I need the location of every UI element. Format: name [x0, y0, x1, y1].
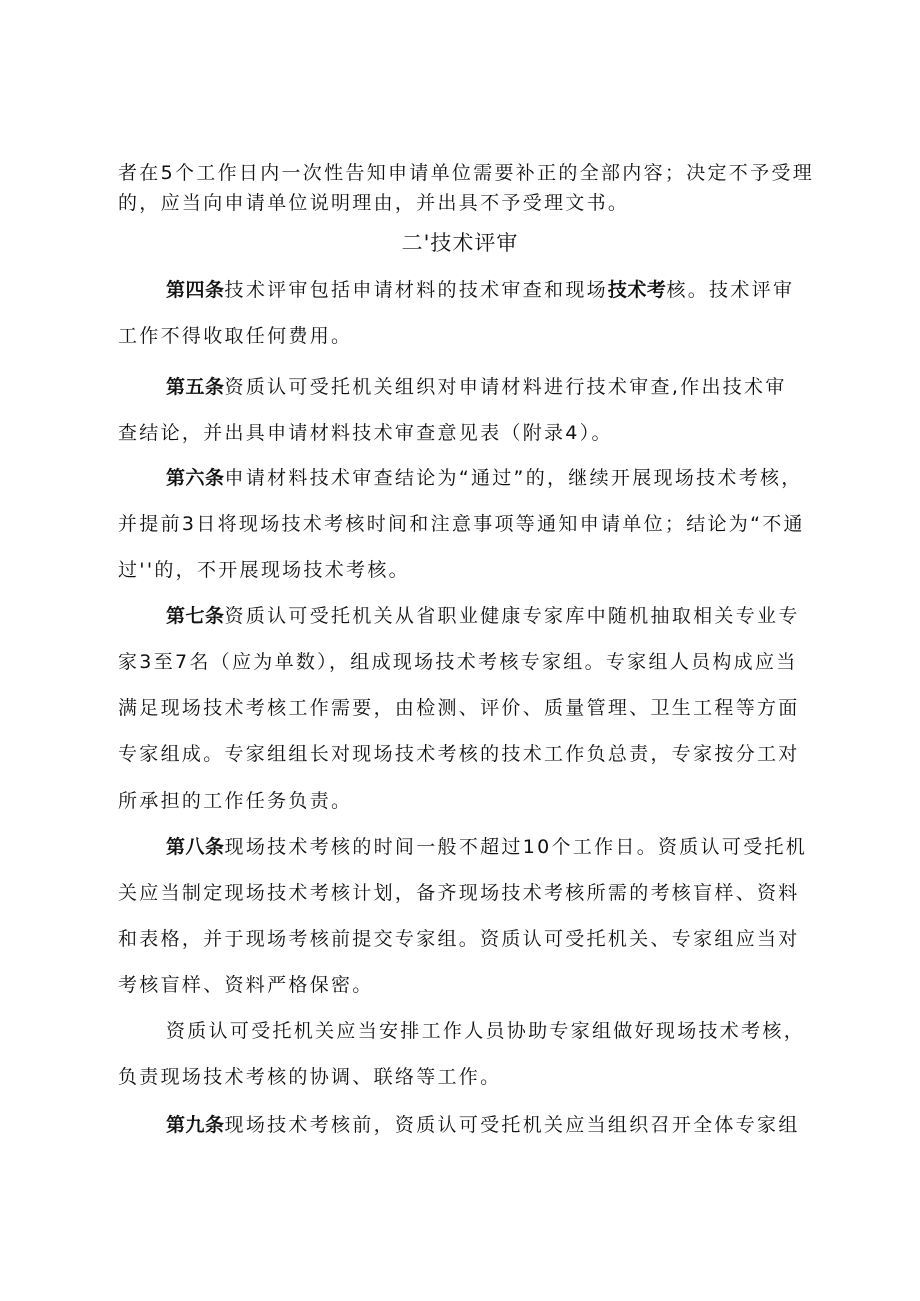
article-9-label: 第九条	[166, 1114, 225, 1136]
article-7-line-4: 专家组成。专家组组长对现场技术考核的技术工作负总责，专家按分工对	[118, 743, 800, 765]
intro-line-1: 者在5个工作日内一次性告知申请单位需要补正的全部内容；决定不予受理	[118, 162, 814, 184]
staff-paragraph-line-2: 负责现场技术考核的协调、联络等工作。	[118, 1066, 502, 1088]
article-6-line-1	[166, 464, 818, 492]
article-4-text: 技术评审包括申请材料的技术审查和现场	[224, 279, 608, 301]
section-title: 二'技术评审	[401, 231, 519, 255]
article-9-line-1	[166, 1111, 818, 1139]
article-7-line-5: 所承担的工作任务负责。	[118, 790, 353, 812]
article-6-line-2: 并提前3日将现场技术考核时间和注意事项等通知申请单位；结论为“不通	[118, 513, 805, 535]
article-5-label: 第五条	[166, 376, 225, 398]
article-7-line-3: 满足现场技术考核工作需要，由检测、评价、质量管理、卫生工程等方面	[118, 697, 800, 719]
article-6-text: 申请材料技术审查结论为“通过”的，继续开展现场技术考核，	[224, 467, 803, 489]
article-4-label: 第四条	[166, 279, 225, 301]
article-6-label: 第六条	[166, 467, 225, 489]
article-5-text: 资质认可受托机关组织对申请材料进行技术审查,作出技术审	[224, 376, 787, 398]
article-6-line-3: 过''的，不开展现场技术考核。	[118, 559, 410, 581]
article-7-line-2: 家3至7名（应为单数），组成现场技术考核专家组。专家组人员构成应当	[118, 651, 798, 673]
article-7-label: 第七条	[166, 605, 225, 627]
article-8-text: 现场技术考核的时间一般不超过10个工作日。资质认可受托机	[224, 836, 808, 858]
article-7-line-1	[166, 602, 818, 630]
article-8-label: 第八条	[166, 836, 225, 858]
intro-line-2: 的，应当向申请单位说明理由，并出具不予受理文书。	[118, 192, 630, 214]
article-5-line-2: 查结论，并出具申请材料技术审查意见表（附录4）。	[118, 422, 613, 444]
article-8-line-4: 考核盲样、资料严格保密。	[118, 974, 374, 996]
article-5-line-1	[166, 373, 818, 401]
article-4-text-end: 核。技术评审	[666, 279, 795, 301]
article-4-line-2: 工作不得收取任何费用。	[118, 325, 353, 347]
article-8-line-1	[166, 833, 818, 861]
article-7-text: 资质认可受托机关从省职业健康专家库中随机抽取相关专业专	[224, 605, 800, 627]
article-4-line-1	[166, 276, 818, 304]
staff-paragraph-line-1: 资质认可受托机关应当安排工作人员协助专家组做好现场技术考核，	[166, 1020, 806, 1042]
article-8-line-3: 和表格，并于现场考核前提交专家组。资质认可受托机关、专家组应当对	[118, 928, 800, 950]
article-8-line-2: 关应当制定现场技术考核计划，备齐现场技术考核所需的考核盲样、资料	[118, 882, 800, 904]
article-9-text: 现场技术考核前，资质认可受托机关应当组织召开全体专家组	[224, 1114, 800, 1136]
article-4-emphasis: 技术考	[607, 279, 667, 301]
